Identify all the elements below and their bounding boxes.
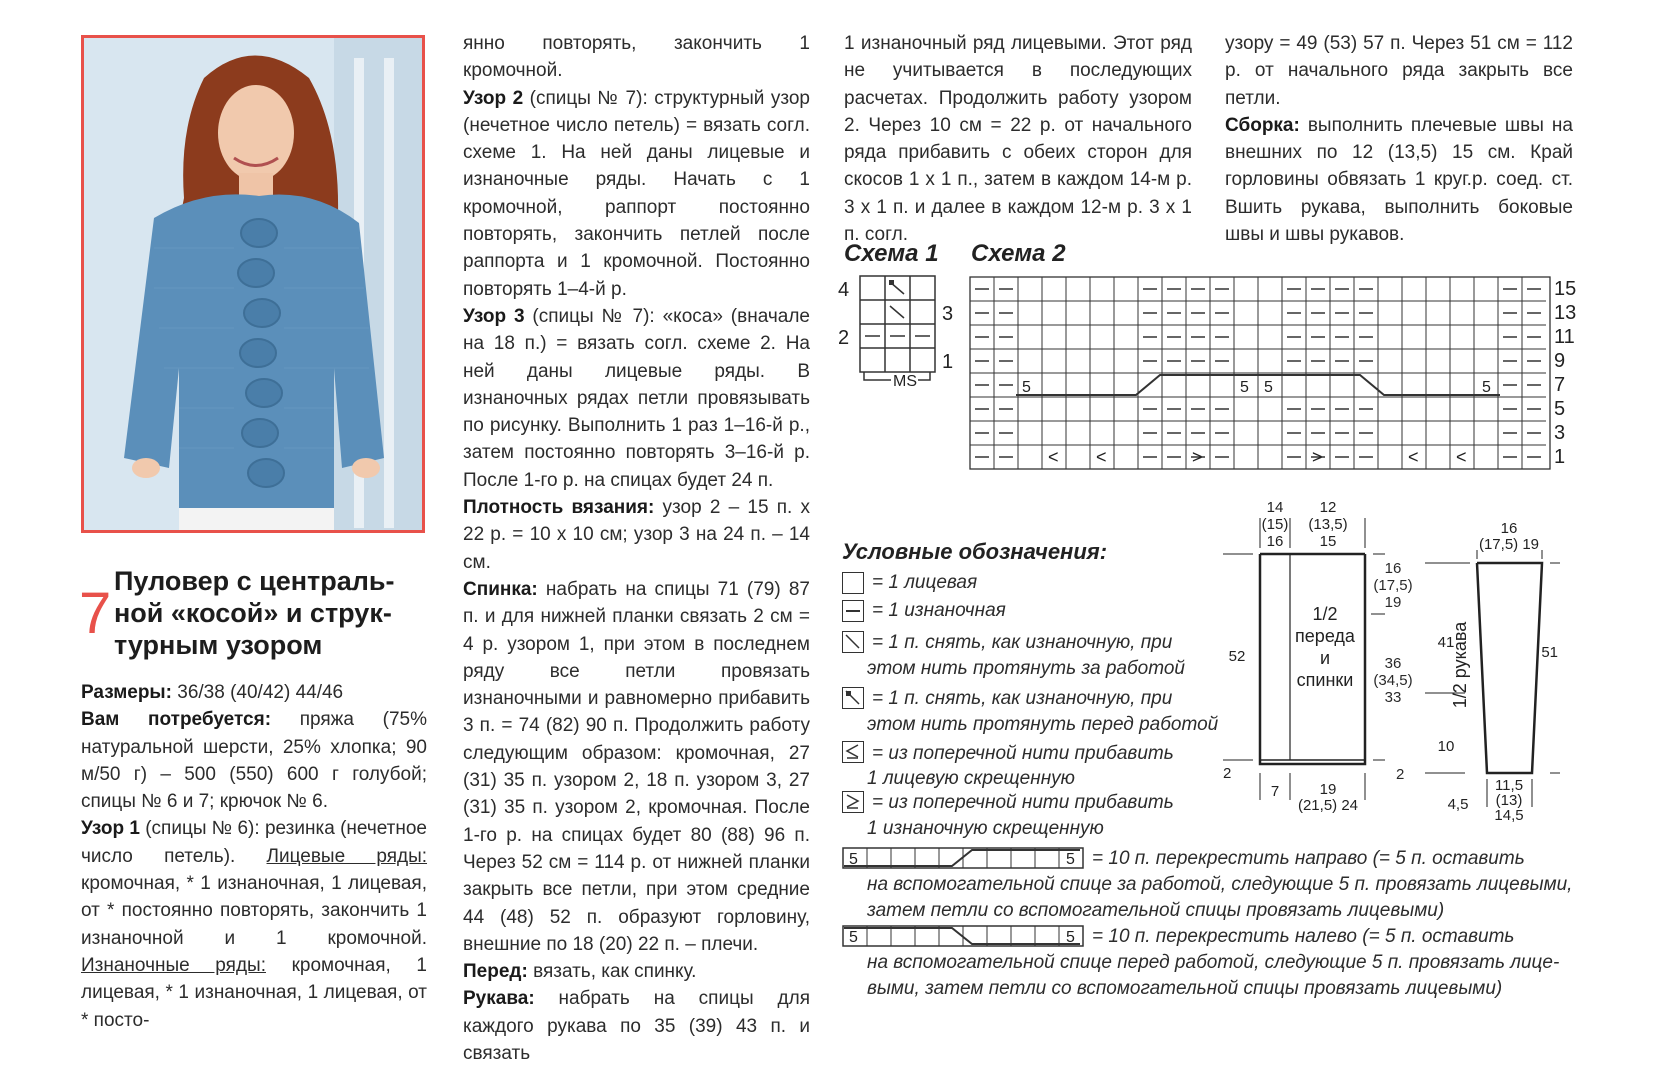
body-top-width: (13,5) <box>1308 516 1348 533</box>
body-bottom-width: 19 <box>1319 781 1337 798</box>
purl-symbol <box>842 600 864 622</box>
body-shoulder-depth: 16 <box>1384 560 1402 577</box>
schema2-row-number: 1 <box>1554 446 1566 468</box>
sleeve-top-width: (17,5) 19 <box>1478 536 1540 553</box>
legend-text <box>867 872 1572 923</box>
materials-text: пряжа (75% натуральной шерсти, 25% хлопка; 90 м/50 г) – 500 (550) 600 г голубой; спицы № 6 и 7; крючок № 6. <box>81 709 427 813</box>
legend-text <box>872 790 1174 816</box>
legend-item: = из поперечной нити прибавить <box>872 743 1174 764</box>
legend-text <box>867 712 1218 738</box>
body-label: и <box>1319 648 1331 668</box>
sleeve-length-10: 10 <box>1437 738 1455 755</box>
increase-purl-symbol <box>842 791 864 813</box>
body-bottom-width: (21,5) 24 <box>1297 797 1359 814</box>
body-hem-right: 2 <box>1396 766 1405 783</box>
sleeves-paragraph <box>463 985 810 1067</box>
cross-right-symbol <box>842 847 1092 871</box>
pattern1-paragraph <box>81 815 427 1033</box>
woman-in-blue-sweater-image <box>84 38 422 530</box>
body-label: 1/2 <box>1312 604 1338 624</box>
schema2-row-number: 13 <box>1554 302 1577 324</box>
schema2-row-number: 9 <box>1554 350 1566 372</box>
pattern3-label: Узор 3 <box>463 305 525 327</box>
increase-purl-mark: > <box>1192 447 1203 467</box>
cross-right-count: 5 <box>1066 851 1075 868</box>
body-label: переда <box>1295 626 1355 646</box>
slip-front-symbol <box>842 687 864 709</box>
sleeve-hem: 4,5 <box>1447 796 1469 813</box>
sleeve-top-width: 16 <box>1500 520 1518 537</box>
sleeves-label: Рукава: <box>463 988 535 1010</box>
assembly-paragraph <box>1225 112 1573 248</box>
body-top-width: 12 <box>1319 499 1337 516</box>
pattern-title <box>114 565 434 661</box>
pattern1-text: (спицы № 6): резинка (нечетное число петель). <box>81 818 427 867</box>
legend-item: = 1 п. снять, как изнаночную, при <box>872 688 1173 709</box>
schema1-chart <box>838 272 958 407</box>
title-line: Пуловер с централь- <box>114 566 395 596</box>
sweater-photo <box>81 35 425 533</box>
density-label: Плотность вязания: <box>463 497 655 519</box>
column-2 <box>463 30 810 1067</box>
title-line: ной «косой» и струк- <box>114 598 392 628</box>
sizes-text: 36/38 (40/42) 44/46 <box>171 682 344 703</box>
legend-title: Условные обозначения: <box>842 539 1108 564</box>
sleeve-length-41: 41 <box>1437 634 1455 651</box>
schema2-row-number: 11 <box>1554 326 1575 348</box>
schema2-chart <box>968 275 1577 475</box>
front-label: Перед: <box>463 961 528 983</box>
body-side-length: (34,5) <box>1373 672 1413 689</box>
column-1 <box>81 679 427 1034</box>
back-text: набрать на спицы 71 (79) 87 п. и для нижней планки связать 2 см = 4 р. узором 1, при этом в последнем ряду все петли провязать изнаночными и равномерно прибавить 3 п. = 74 (82) 90 п. Продолжить работу следующим образом: кромочная, 27 (31) 35 п. узором 2, 18 п. узором 3, 27 (31) 35 п. узором 2, кромочная. После 1-го р. на спицах будет 80 (88) 96 п. Через 52 см = 114 р. от нижней планки закрыть все петли, при этом средние 44 (48) 52 п. образуют горловину, внешние по 18 (20) 22 п. – плечи. <box>463 578 810 955</box>
body-side-length: 33 <box>1384 689 1402 706</box>
legend-item: = 1 изнаночная <box>872 599 1006 621</box>
pattern-number: 7 <box>79 581 112 646</box>
legend-item: = 10 п. перекрестить налево (= 5 п. оставить <box>1092 926 1515 947</box>
schema2-row-number: 3 <box>1554 422 1566 444</box>
front-text: вязать, как спинку. <box>527 961 697 983</box>
cross-left-count: 5 <box>849 929 858 946</box>
pattern2-label: Узор 2 <box>463 87 524 109</box>
pattern1-text: кромочная, 1 лицевая, * 1 изнаночная, 1 лицевая, от * посто- <box>81 954 427 1031</box>
schema1-row-label: 4 <box>838 279 850 301</box>
body-shoulder-depth: 19 <box>1384 594 1402 611</box>
assembly-text: выполнить плечевые швы на внешних по 12 (13,5) 15 см. Край горловины обвязать 1 круг.р. соед. ст. Вшить рукава, выполнить боковые швы и швы рукавов. <box>1225 114 1573 246</box>
body-height: 52 <box>1228 648 1246 665</box>
pattern1-front-label: Лицевые ряды: <box>266 845 428 867</box>
assembly-label: Сборка: <box>1225 114 1300 136</box>
title-line: турным узором <box>114 630 323 660</box>
sleeve-bottom-width: (13) <box>1495 792 1523 809</box>
schema1-row-label: 3 <box>942 303 954 325</box>
knit-symbol <box>842 572 864 594</box>
sleeve-label: 1/2 рукава <box>1450 621 1470 709</box>
legend-text <box>872 686 1172 712</box>
increase-knit-mark: < <box>1048 447 1059 467</box>
legend-item: = из поперечной нити прибавить <box>872 792 1174 813</box>
sleeve-pattern-diagram <box>1420 515 1560 824</box>
schema2-row-number: 5 <box>1554 398 1566 420</box>
materials-paragraph <box>81 706 427 815</box>
schema2-grid <box>970 277 1546 469</box>
sizes-paragraph <box>81 679 427 706</box>
schema2-row-number: 7 <box>1554 374 1566 396</box>
back-paragraph <box>463 576 810 958</box>
legend-item: затем петли со вспомогательной спицы провязать лицевыми) <box>867 899 1445 921</box>
pattern1-label: Узор 1 <box>81 818 140 840</box>
column-3 <box>844 30 1192 248</box>
body-top-width: 16 <box>1266 533 1284 550</box>
cross-right-count: 5 <box>849 851 858 868</box>
sleeves-continued-text: 1 изнаночный ряд лицевыми. Этот ряд не учитывается в последующих расчетах. Продолжить работу узором 2. Через 10 см = 22 р. от начального ряда прибавить с обеих сторон для скосов 1 х 1 п., затем в каждом 14-м р. 3 х 1 п. и далее в каждом 12-м р. 3 х 1 п. согл. <box>844 33 1192 246</box>
legend-text <box>867 766 1075 792</box>
back-label: Спинка: <box>463 578 538 600</box>
pattern2-text: (спицы № 7): структурный узор (нечетное число петель) = вязать согл. схеме 1. На ней даны лицевые и изнаночные ряды. Начать с 1 кромочной, раппорт постоянно повторять, закончить петлей после раппорта и 1 кромочной. Постоянно повторять 1–4-й р. <box>463 87 810 300</box>
legend-text <box>867 950 1559 1001</box>
sleeve-length-51: 51 <box>1541 644 1558 661</box>
increase-knit-mark: < <box>1096 447 1107 467</box>
body-right-top-dims <box>1370 560 1416 611</box>
legend-item: выми, затем петли со вспомогательной спицы провязать лицевыми) <box>867 977 1503 999</box>
legend-text <box>867 816 1104 842</box>
sizes-label: Размеры: <box>81 682 172 703</box>
body-hem: 2 <box>1223 765 1232 782</box>
legend-text <box>867 656 1185 682</box>
legend-item: на вспомогательной спице перед работой, следующие 5 п. провязать лице- <box>867 952 1560 973</box>
front-paragraph <box>463 958 810 985</box>
legend-item: на вспомогательной спице за работой, следующие 5 п. провязать лицевыми, <box>867 874 1573 895</box>
sleeves-text: набрать на спицы для каждого рукава по 35 (39) 43 п. и связать <box>463 988 810 1064</box>
legend-item: 1 лицевую скрещенную <box>867 768 1075 789</box>
increase-knit-mark: < <box>1408 447 1419 467</box>
legend-item: этом нить протянуть за работой <box>867 658 1185 679</box>
legend-item: = 1 лицевая <box>872 572 978 593</box>
sleeves-end-text: узору = 49 (53) 57 п. Через 51 см = 112 р. от начального ряда закрыть все петли. <box>1225 33 1573 109</box>
legend-item: = 10 п. перекрестить направо (= 5 п. оставить <box>1092 848 1525 869</box>
body-top-width: 14 <box>1266 499 1284 516</box>
pattern1-back-label: Изнаночные ряды: <box>81 954 266 976</box>
pattern1-text: кромочная, * 1 изнаночная, 1 лицевая, от * постоянно повторять, закончить 1 изнаночной и 1 кромочной. <box>81 873 427 949</box>
legend-text <box>1092 846 1525 872</box>
cross-left-symbol <box>842 925 1092 949</box>
body-bottom-seven: 7 <box>1270 783 1280 800</box>
legend-text <box>872 741 1174 767</box>
increase-knit-mark: < <box>1456 447 1467 467</box>
body-top-width: (15) <box>1261 516 1289 533</box>
slip-behind-symbol <box>842 631 864 653</box>
schema2-row-number: 15 <box>1554 278 1577 300</box>
schema1-row-label: 2 <box>838 327 850 349</box>
density-text: узор 2 – 15 п. х 22 р. = 10 х 10 см; узор 3 на 24 п. – 14 см. <box>463 497 810 573</box>
column-4 <box>1225 30 1573 248</box>
continued-text: янно повторять, закончить 1 кромочной. <box>463 33 810 82</box>
schema2-cross-label: 5 <box>1022 379 1031 396</box>
pattern3-paragraph <box>463 303 810 494</box>
legend-text <box>1092 924 1514 950</box>
legend-item: 1 изнаночную скрещенную <box>867 818 1104 839</box>
increase-knit-symbol <box>842 741 864 763</box>
legend-text <box>872 630 1172 656</box>
body-top-width: 15 <box>1319 533 1337 550</box>
sleeve-bottom-width: 14,5 <box>1494 807 1524 824</box>
schema2-cross-label: 5 <box>1482 379 1491 396</box>
legend-text <box>872 570 1006 623</box>
body-pattern-diagram <box>1215 498 1385 818</box>
pattern3-text: (спицы № 7): «коса» (вначале на 18 п.) = вязать согл. схеме 2. На ней даны лицевые ряды. В изнаночных рядах петли провязывать по рисунку. Выполнить 1 раз 1–16-й р., затем постоянно повторять 3–16-й р. После 1-го р. на спицах будет 24 п. <box>463 305 810 491</box>
legend-item: этом нить протянуть перед работой <box>867 714 1219 735</box>
schema1-title: Схема 1 <box>844 240 939 267</box>
body-shoulder-depth: (17,5) <box>1373 577 1413 594</box>
schema1-row-label: 1 <box>942 351 954 373</box>
pattern2-paragraph <box>463 85 810 303</box>
density-paragraph <box>463 494 810 576</box>
body-label: спинки <box>1296 670 1354 690</box>
schema2-title: Схема 2 <box>971 240 1066 267</box>
legend-item: = 1 п. снять, как изнаночную, при <box>872 632 1173 653</box>
schema1-ms-label: MS <box>893 373 917 390</box>
body-right-mid-dims <box>1370 655 1416 706</box>
cross-left-count: 5 <box>1066 929 1075 946</box>
increase-purl-mark: > <box>1312 447 1323 467</box>
schema2-cross-label: 5 <box>1240 379 1249 396</box>
sleeve-bottom-width: 11,5 <box>1494 777 1524 794</box>
schema2-cross-label: 5 <box>1264 379 1273 396</box>
body-side-length: 36 <box>1384 655 1402 672</box>
materials-label: Вам потребуется: <box>81 709 272 731</box>
